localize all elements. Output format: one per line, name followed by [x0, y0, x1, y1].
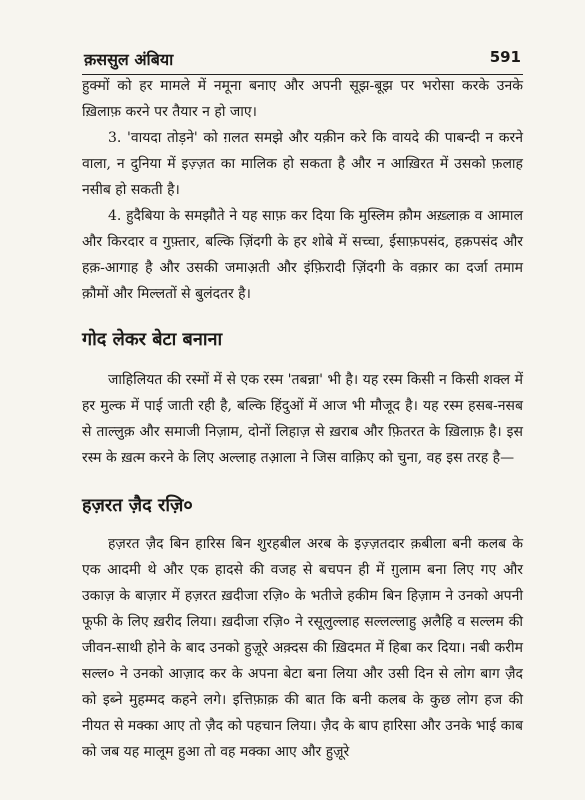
section-heading-adoption: गोद लेकर बेटा बनाना: [82, 329, 223, 350]
section-heading-zaid: हज़रत ज़ैद रज़ि०: [82, 495, 193, 516]
page-number: 591: [489, 48, 521, 66]
paragraph-zaid: हज़रत ज़ैद बिन हारिस बिन शुरहबील अरब के इज़्ज़तदार क़बीला बनी कलब के एक आदमी थे और एक हादसे की वजह से बचपन ही में ग़ुलाम बना लिए गए और उकाज़ के बाज़ार में हज़रत ख़दीजा रज़ि० के भतीजे हकीम बिन हिज़ाम ने उनको अपनी फूफी के लिए ख़रीद लिया। ख़दीजा रज़ि० ने रसूलुल्लाह सल्लल्लाहु अ़लैहि व सल्लम की जीवन-साथी होने के बाद उनको हुज़ूरे अक़्दस की ख़िदमत में हिबा कर दिया। नबी करीम सल्ल० ने उनको आज़ाद कर के अपना बेटा बना लिया और उसी दिन से लोग बाग ज़ैद को इब्ने मुहम्मद कहने लगे। इत्तिफ़ाक़ की बात कि बनी कलब के कुछ लोग हज की नीयत से मक्का आए तो ज़ैद को पहचान लिया। ज़ैद के बाप हारिसा और उनके भाई काब को जब यह मालूम हुआ तो वह मक्का आए और हुज़ूरे: [82, 536, 523, 760]
paragraph-point-3: 3. 'वायदा तोड़ने' को ग़लत समझे और यक़ीन करे कि वायदे की पाबन्दी न करने वाला, न दुनिया में इज़्ज़त का मालिक हो सकता है और न आख़िरत में उसको फ़लाह नसीब हो सकती है।: [82, 130, 523, 198]
paragraph-point-4: 4. हुदैबिया के समझौते ने यह साफ़ कर दिया कि मुस्लिम क़ौम अख़्लाक़ व आमाल और किरदार व गुफ़्तार, बल्कि ज़िंदगी के हर शोबे में सच्चा, ईसाफ़पसंद, हक़पसंद और हक़-आगाह है और उसकी जमाअ़ती और इंफ़िरादी ज़िंदगी के वक़ार का दर्जा तमाम क़ौमों और मिल्लतों से बुलंदतर है।: [82, 208, 523, 302]
paragraph-adoption: जाहिलियत की रस्मों में से एक रस्म 'तबन्ना' भी है। यह रस्म किसी न किसी शक्ल में हर मुल्क में पाई जाती रही है, बल्कि हिंदुओं में आज भी मौजूद है। यह रस्म हसब-नसब से ताल्लुक़ और समाजी निज़ाम, दोनों लिहाज़ से ख़राब और फ़ितरत के ख़िलाफ़ है। इस रस्म के ख़त्म करने के लिए अल्लाह तआ़ला ने जिस वाक़िए को चुना, वह इस तरह है—: [82, 372, 523, 466]
paragraph-continuation: हुक्मों को हर मामले में नमूना बनाए और अपनी सूझ-बूझ पर भरोसा करके उनके ख़िलाफ़ करने पर तैयार न हो जाए।: [82, 78, 523, 120]
running-header: [64, 30, 523, 69]
page-body: [82, 73, 523, 765]
book-title: क़ससुल अंबिया: [84, 50, 174, 69]
